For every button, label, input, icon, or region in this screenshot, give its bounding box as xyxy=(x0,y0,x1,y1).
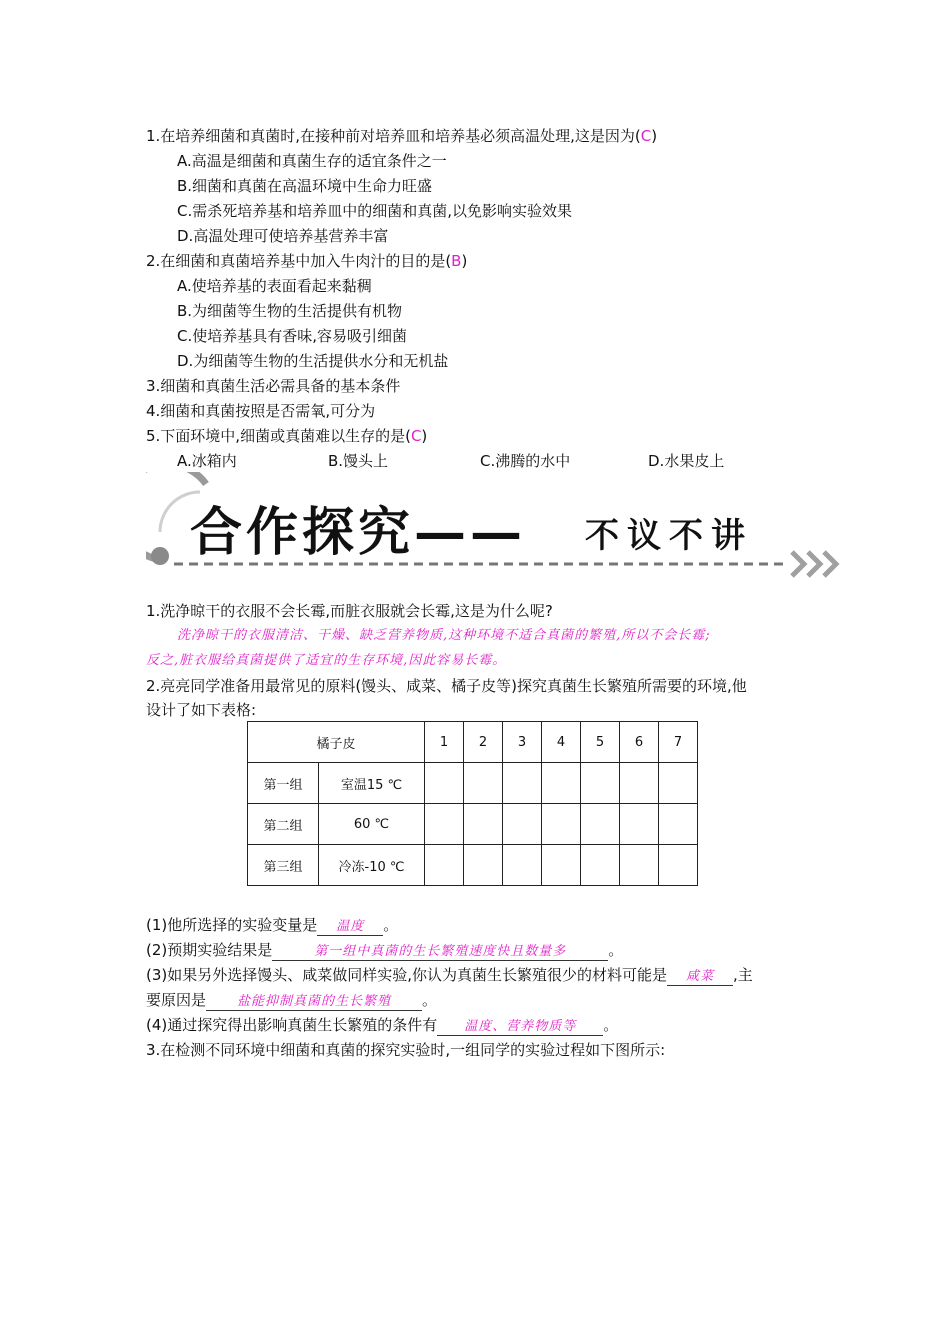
table-header-row xyxy=(248,722,698,763)
table-condition-cell: 室温15 ℃ xyxy=(319,763,425,804)
explore-2-stem-line-2: 设计了如下表格: xyxy=(146,701,257,719)
table-empty-cell xyxy=(464,763,503,804)
question-3-stem: 3.细菌和真菌生活必需具备的基本条件 xyxy=(146,377,401,395)
table-condition-cell: 60 ℃ xyxy=(319,804,425,845)
explore-2-part-2: (2)预期实验结果是 第一组中真菌的生长繁殖速度快且数量多 。 xyxy=(146,941,624,959)
explore-3-stem: 3.在检测不同环境中细菌和真菌的探究实验时,一组同学的实验过程如下图所示: xyxy=(146,1041,666,1059)
table-column-header: 1 xyxy=(425,722,464,763)
table-empty-cell xyxy=(464,804,503,845)
banner-dot-icon xyxy=(151,547,169,565)
table-empty-cell xyxy=(542,763,581,804)
explore-1-stem: 1.洗净晾干的衣服不会长霉,而脏衣服就会长霉,这是为什么呢? xyxy=(146,602,553,620)
question-1-answer: C xyxy=(640,127,652,145)
explore-2-part-1: (1)他所选择的实验变量是 温度 。 xyxy=(146,916,399,934)
question-2-stem: 2.在细菌和真菌培养基中加入牛肉汁的目的是(B) xyxy=(146,252,468,270)
experiment-table xyxy=(247,721,698,886)
banner-subtitle: 不议不讲 xyxy=(585,516,753,556)
question-2-option-b: B.为细菌等生物的生活提供有机物 xyxy=(177,302,403,320)
question-1-option-c: C.需杀死培养基和培养皿中的细菌和真菌,以免影响实验效果 xyxy=(177,202,573,220)
table-empty-cell xyxy=(659,763,698,804)
table-empty-cell xyxy=(425,845,464,886)
table-column-header: 4 xyxy=(542,722,581,763)
table-column-header: 6 xyxy=(620,722,659,763)
table-empty-cell xyxy=(503,804,542,845)
banner-title: 合作探究—— xyxy=(190,502,527,563)
part-4-answer-blank: 温度、营养物质等 xyxy=(437,1017,603,1036)
table-empty-cell xyxy=(542,845,581,886)
question-5-option-b: B.馒头上 xyxy=(328,452,389,470)
table-empty-cell xyxy=(464,845,503,886)
question-1-option-b: B.细菌和真菌在高温环境中生命力旺盛 xyxy=(177,177,433,195)
explore-2-part-4: (4)通过探究得出影响真菌生长繁殖的条件有 温度、营养物质等 。 xyxy=(146,1016,619,1034)
table-empty-cell xyxy=(620,763,659,804)
explore-1-answer-line-2: 反之,脏衣服给真菌提供了适宜的生存环境,因此容易长霉。 xyxy=(146,653,507,668)
part-1-answer-blank: 温度 xyxy=(317,917,383,936)
table-empty-cell xyxy=(581,804,620,845)
question-2-option-a: A.使培养基的表面看起来黏稠 xyxy=(177,277,372,295)
table-empty-cell xyxy=(542,804,581,845)
question-5-option-a: A.冰箱内 xyxy=(177,452,237,470)
question-2-answer: B xyxy=(451,252,462,270)
table-row xyxy=(248,763,698,804)
part-3-answer-blank: 咸菜 xyxy=(667,967,733,986)
question-5-option-d: D.水果皮上 xyxy=(648,452,725,470)
table-empty-cell xyxy=(659,804,698,845)
question-5-answer: C xyxy=(410,427,422,445)
table-row xyxy=(248,804,698,845)
table-empty-cell xyxy=(425,804,464,845)
table-empty-cell xyxy=(620,845,659,886)
question-1-stem: 1.在培养细菌和真菌时,在接种前对培养皿和培养基必须高温处理,这是因为(C) xyxy=(146,127,658,145)
explore-2-stem-line-1: 2.亮亮同学准备用最常见的原料(馒头、咸菜、橘子皮等)探究真菌生长繁殖所需要的环境,他 xyxy=(146,677,747,695)
explore-2-part-3-line-2: 要原因是 盐能抑制真菌的生长繁殖 。 xyxy=(146,991,438,1009)
table-empty-cell xyxy=(581,845,620,886)
chevrons-right-icon xyxy=(792,552,836,576)
question-2-option-c: C.使培养基具有香味,容易吸引细菌 xyxy=(177,327,408,345)
question-5-stem: 5.下面环境中,细菌或真菌难以生存的是(C) xyxy=(146,427,428,445)
table-empty-cell xyxy=(425,763,464,804)
explore-1-answer-line-1: 洗净晾干的衣服清洁、干燥、缺乏营养物质,这种环境不适合真菌的繁殖,所以不会长霉; xyxy=(177,628,711,643)
table-column-header: 7 xyxy=(659,722,698,763)
explore-2-part-3: (3)如果另外选择馒头、咸菜做同样实验,你认为真菌生长繁殖很少的材料可能是 咸菜 ,主 xyxy=(146,966,753,984)
table-group-cell: 第二组 xyxy=(248,804,319,845)
question-2-option-d: D.为细菌等生物的生活提供水分和无机盐 xyxy=(177,352,449,370)
table-empty-cell xyxy=(503,763,542,804)
table-empty-cell xyxy=(503,845,542,886)
question-5-option-c: C.沸腾的水中 xyxy=(480,452,571,470)
question-1-option-d: D.高温处理可使培养基营养丰富 xyxy=(177,227,389,245)
table-column-header: 3 xyxy=(503,722,542,763)
table-condition-cell: 冷冻-10 ℃ xyxy=(319,845,425,886)
table-column-header: 2 xyxy=(464,722,503,763)
table-group-cell: 第三组 xyxy=(248,845,319,886)
question-4-stem: 4.细菌和真菌按照是否需氧,可分为 xyxy=(146,402,376,420)
part-3-reason-blank: 盐能抑制真菌的生长繁殖 xyxy=(206,992,422,1011)
table-empty-cell xyxy=(620,804,659,845)
table-empty-cell xyxy=(659,845,698,886)
table-group-cell: 第一组 xyxy=(248,763,319,804)
question-1-option-a: A.高温是细菌和真菌生存的适宜条件之一 xyxy=(177,152,447,170)
part-2-answer-blank: 第一组中真菌的生长繁殖速度快且数量多 xyxy=(272,942,608,961)
table-row xyxy=(248,845,698,886)
table-column-header: 5 xyxy=(581,722,620,763)
table-header-label: 橘子皮 xyxy=(248,722,425,763)
table-empty-cell xyxy=(581,763,620,804)
